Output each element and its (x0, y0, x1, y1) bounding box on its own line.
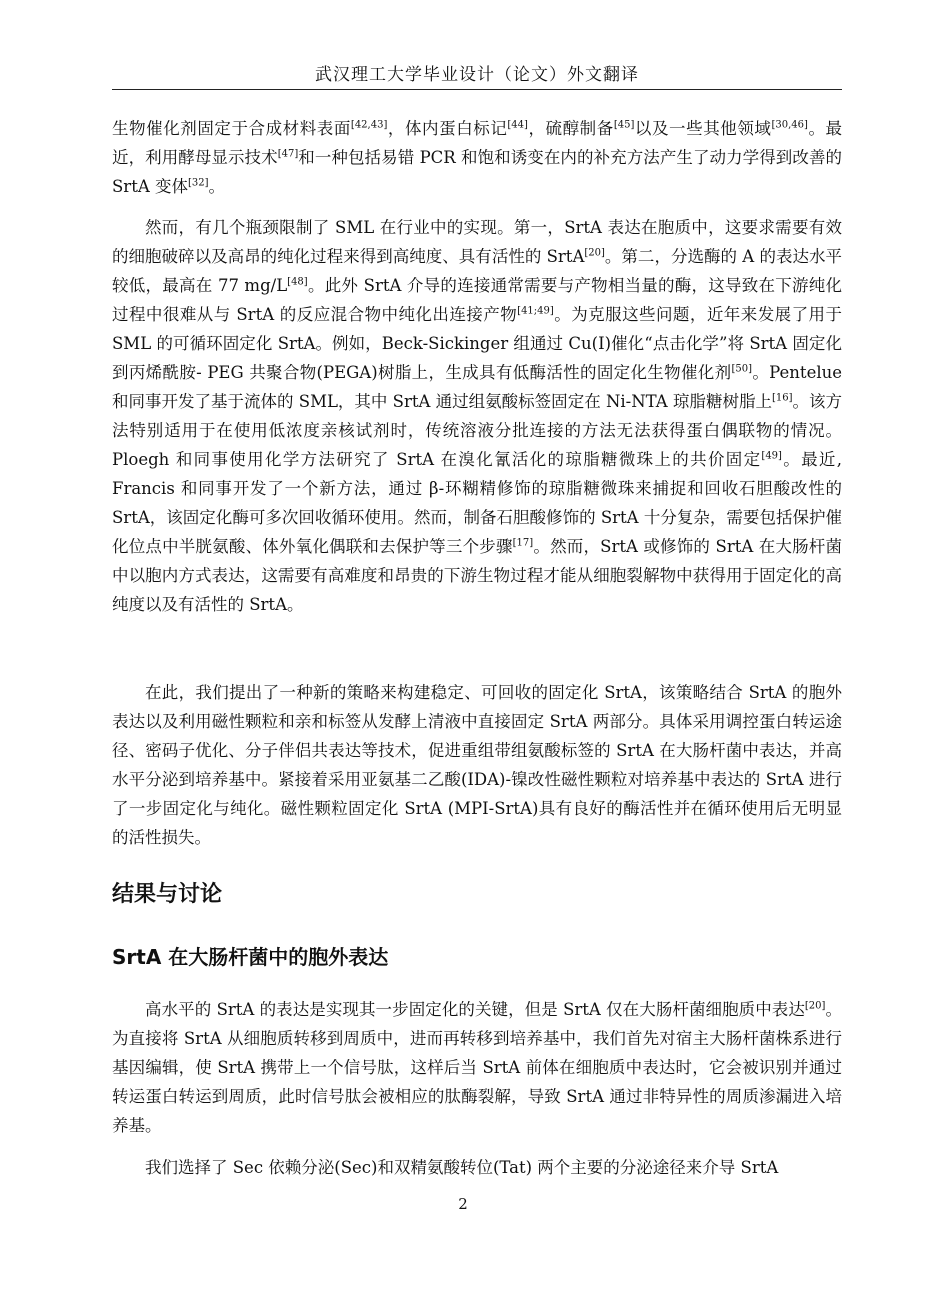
citation-ref: [48] (287, 276, 308, 288)
text-run: 。此外 SrtA 介导的连接通常需要与产物相当量的酶，这导致在下游纯化过程中很难从与 SrtA 的反应混合物中纯化出连接产物 (112, 276, 842, 324)
subsection-heading: SrtA 在大肠杆菌中的胞外表达 (112, 945, 389, 969)
text-run: 和一种包括易错 PCR 和饱和诱变在内的补充方法产生了动力学得到改善的 SrtA 变体 (112, 148, 843, 196)
citation-ref: [41;49] (517, 305, 554, 317)
text-run: 。该方法特别适用于在使用低浓度亲核试剂时，传统溶液分批连接的方法无法获得蛋白偶联物的情况。Ploegh 和同事使用化学方法研究了 SrtA 在溴化氰活化的琼脂糖微珠上的共价固定 (112, 392, 842, 469)
text-run: 。Pentelue 和同事开发了基于流体的 SML，其中 SrtA 通过组氨酸标签固定在 Ni-NTA 琼脂糖树脂上 (112, 363, 842, 411)
text-run: 。第二，分选酶的 A 的表达水平较低，最高在 77 mg/L (112, 247, 843, 295)
citation-ref: [42,43] (350, 119, 388, 131)
citation-ref: [44] (507, 119, 528, 131)
text-run: 。 (208, 177, 226, 196)
paragraph-5 (112, 1153, 842, 1182)
page-header-title: 武汉理工大学毕业设计（论文）外文翻译 (315, 65, 639, 85)
text-run: 。最近, Francis 和同事开发了一个新方法，通过 β-环糊精修饰的琼脂糖微珠来捕捉和回收石胆酸改性的 SrtA，该固定化酶可多次回收循环使用。然而，制备石胆酸修饰的 SrtA 十分复杂，需要包括保护催化位点中半胱氨酸、体外氧化偶联和去保护等三个步骤 (112, 450, 842, 556)
citation-ref: [47] (277, 148, 299, 160)
text-run: 。然而，SrtA 或修饰的 SrtA 在大肠杆菌中以胞内方式表达，这需要有高难度和昂贵的下游生物过程才能从细胞裂解物中获得用于固定化的高纯度以及有活性的 SrtA。 (112, 537, 842, 614)
citation-ref: [32] (187, 177, 209, 189)
text-run: 在此，我们提出了一种新的策略来构建稳定、可回收的固定化 SrtA，该策略结合 SrtA 的胞外表达以及利用磁性颗粒和亲和标签从发酵上清液中直接固定 SrtA 两部分。具体采用调控蛋白转运途径、密码子优化、分子伴侣共表达等技术，促进重组带组氨酸标签的 SrtA 在大肠杆菌中表达，并高水平分泌到培养基中。紧接着采用亚氨基二乙酸(IDA)-镍改性磁性颗粒对培养基中表达的 SrtA 进行了一步固定化与纯化。磁性颗粒固定化 SrtA (MPI-SrtA)具有良好的酶活性并在循环使用后无明显的活性损失。 (112, 683, 842, 847)
citation-ref: [16] (771, 392, 793, 404)
text-run: 以及一些其他领域 (634, 119, 772, 138)
text-run: 。最近，利用酵母显示技术 (112, 119, 843, 167)
citation-ref: [45] (613, 119, 635, 131)
text-run: ，体内蛋白标记 (387, 119, 508, 138)
citation-ref: [49] (761, 450, 782, 462)
section-heading: 结果与讨论 (112, 882, 223, 907)
text-run: 我们选择了 Sec 依赖分泌(Sec)和双精氨酸转位(Tat) 两个主要的分泌途径来介导 SrtA (145, 1158, 779, 1177)
page-number: 2 (458, 1195, 468, 1213)
citation-ref: [20] (584, 247, 605, 259)
paragraph-4 (112, 995, 842, 1140)
text-run: ，硫醇制备 (527, 119, 614, 138)
citation-ref: [50] (731, 363, 753, 375)
text-run: 生物催化剂固定于合成材料表面 (112, 119, 351, 138)
text-run: 。为克服这些问题，近年来发展了用于 SML 的可循环固定化 SrtA。例如，Beck-Sickinger 组通过 Cu(I)催化“点击化学”将 SrtA 固定化到丙烯酰胺- PEG 共聚合物(PEGA)树脂上，生成具有低酶活性的固定化生物催化剂 (112, 305, 843, 382)
citation-ref: [20] (804, 1000, 826, 1012)
citation-ref: [17] (512, 537, 534, 549)
paragraph-1 (112, 114, 842, 201)
text-run: 高水平的 SrtA 的表达是实现其一步固定化的关键，但是 SrtA 仅在大肠杆菌细胞质中表达 (145, 1000, 805, 1019)
paragraph-2 (112, 213, 842, 619)
paragraph-3 (112, 678, 842, 852)
header-rule (112, 89, 842, 90)
text-run: 。为直接将 SrtA 从细胞质转移到周质中，进而再转移到培养基中，我们首先对宿主大肠杆菌株系进行基因编辑，使 SrtA 携带上一个信号肽，这样后当 SrtA 前体在细胞质中表达时，它会被识别并通过转运蛋白转运到周质，此时信号肽会被相应的肽酶裂解，导致 SrtA 通过非特异性的周质渗漏进入培养基。 (112, 1000, 842, 1135)
text-run: 然而，有几个瓶颈限制了 SML 在行业中的实现。第一，SrtA 表达在胞质中，这要求需要有效的细胞破碎以及高昂的纯化过程来得到高纯度、具有活性的 SrtA (112, 218, 842, 266)
citation-ref: [30,46] (771, 119, 808, 131)
